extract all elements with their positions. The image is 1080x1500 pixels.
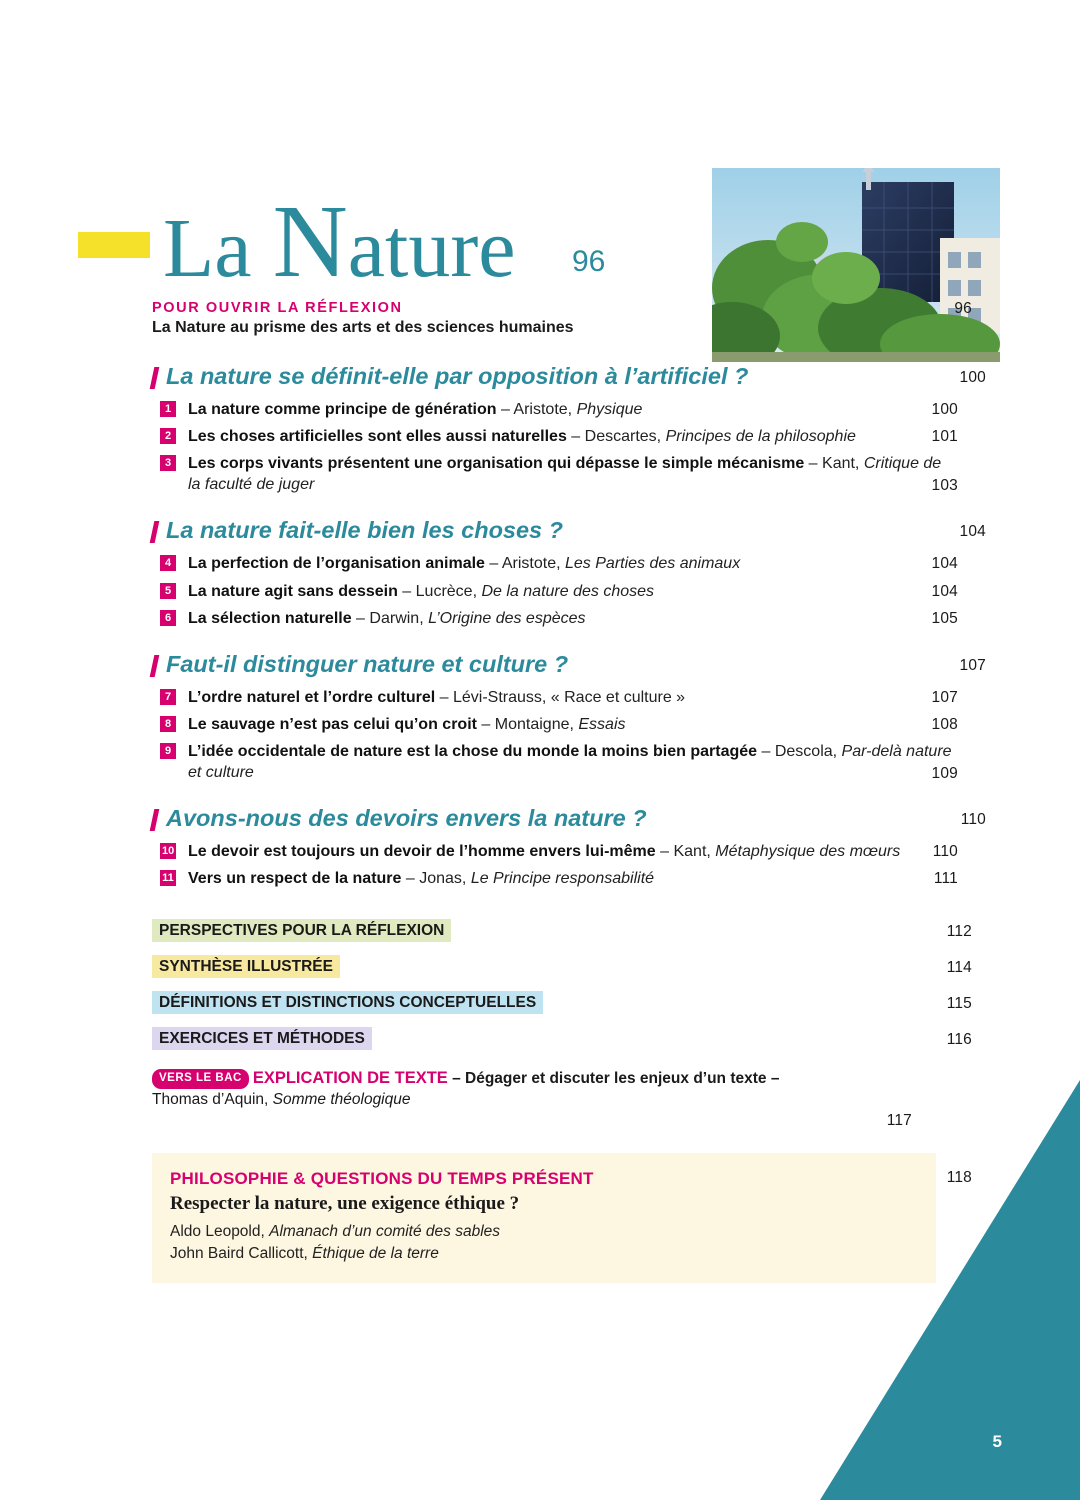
rubric-label: EXERCICES ET MÉTHODES bbox=[152, 1027, 372, 1050]
sections-container bbox=[152, 363, 986, 889]
toc-section bbox=[152, 517, 986, 628]
rubric-label: SYNTHÈSE ILLUSTRÉE bbox=[152, 955, 340, 978]
entry-author: Aristote, bbox=[501, 555, 565, 573]
philosophie-work: Almanach d’un comité des sables bbox=[269, 1223, 501, 1241]
philosophie-lines bbox=[170, 1221, 918, 1264]
toc-entry[interactable] bbox=[152, 453, 958, 495]
philosophie-page: 118 bbox=[946, 1169, 972, 1187]
section-title: La nature se définit-elle par opposition à l’artificiel ? bbox=[166, 363, 749, 389]
entry-page: 108 bbox=[931, 715, 958, 733]
section-heading[interactable] bbox=[152, 651, 986, 678]
entry-page: 104 bbox=[931, 555, 958, 573]
entry-page: 109 bbox=[931, 765, 958, 783]
rubric-label: DÉFINITIONS ET DISTINCTIONS CONCEPTUELLES bbox=[152, 991, 543, 1014]
section-title: Avons-nous des devoirs envers la nature ? bbox=[166, 805, 647, 832]
chapter-title-rest: ature bbox=[347, 202, 516, 295]
rubric-label: PERSPECTIVES POUR LA RÉFLEXION bbox=[152, 919, 451, 942]
philosophie-box[interactable] bbox=[152, 1153, 972, 1282]
entry-author: Descartes, bbox=[584, 428, 666, 446]
entry-work: Physique bbox=[576, 401, 643, 419]
intro-subtitle: La Nature au prisme des arts et des sciences humaines bbox=[152, 319, 574, 336]
entry-page: 105 bbox=[931, 609, 958, 627]
entry-title: L’ordre naturel et l’ordre culturel bbox=[188, 688, 436, 706]
entry-author: Darwin, bbox=[369, 609, 429, 627]
philosophie-author: Aldo Leopold, bbox=[170, 1223, 270, 1241]
toc-section bbox=[152, 805, 986, 889]
entry-work: Les Parties des animaux bbox=[565, 555, 741, 573]
entry-title: L’idée occidentale de nature est la chose du monde la moins bien partagée bbox=[188, 743, 758, 761]
entry-title: Le devoir est toujours un devoir de l’homme envers lui-même bbox=[188, 843, 656, 861]
entry-work: Critique de la faculté de juger bbox=[188, 455, 942, 494]
entry-title: La nature comme principe de génération bbox=[188, 401, 497, 419]
entry-page: 100 bbox=[931, 401, 958, 419]
entry-dash: – bbox=[435, 688, 453, 706]
section-page: 110 bbox=[960, 811, 986, 829]
vers-le-bac-title: EXPLICATION DE TEXTE bbox=[252, 1069, 448, 1088]
entry-number-badge: 11 bbox=[160, 870, 176, 886]
page-title bbox=[163, 184, 516, 299]
entry-number-badge: 1 bbox=[160, 401, 176, 417]
entry-dash: – bbox=[476, 715, 495, 733]
entry-dash: – bbox=[484, 555, 502, 573]
entry-title: Le sauvage n’est pas celui qu’on croit bbox=[188, 715, 477, 733]
intro-label: POUR OUVRIR LA RÉFLEXION bbox=[152, 300, 403, 316]
entry-page: 104 bbox=[931, 582, 958, 600]
chapter-title-capital: N bbox=[272, 184, 348, 299]
section-heading[interactable] bbox=[152, 363, 986, 390]
toc-section bbox=[152, 363, 986, 495]
toc-entry[interactable] bbox=[152, 741, 958, 783]
entry-dash: – bbox=[566, 428, 585, 446]
entry-title: La perfection de l’organisation animale bbox=[188, 555, 485, 573]
entry-dash: – bbox=[655, 843, 674, 861]
toc-entry[interactable] bbox=[152, 399, 958, 420]
entry-work: L’Origine des espèces bbox=[428, 609, 586, 627]
entry-author: Lucrèce, bbox=[415, 582, 482, 600]
entry-title: Les choses artificielles sont elles aussi naturelles bbox=[188, 428, 567, 446]
vers-le-bac-page: 117 bbox=[886, 1112, 912, 1130]
entry-title: Les corps vivants présentent une organisation qui dépasse le simple mécanisme bbox=[188, 455, 805, 473]
entry-page: 101 bbox=[931, 428, 958, 446]
footer-page-number: 5 bbox=[992, 1432, 1002, 1451]
toc-entry[interactable] bbox=[152, 687, 958, 708]
entry-author: Kant, bbox=[673, 843, 716, 861]
section-heading[interactable] bbox=[152, 517, 986, 544]
entry-work: Principes de la philosophie bbox=[665, 428, 856, 446]
entry-number-badge: 6 bbox=[160, 610, 176, 626]
rubric-row[interactable] bbox=[152, 991, 972, 1015]
entry-dash: – bbox=[401, 870, 420, 888]
vers-le-bac-rest: – Dégager et discuter les enjeux d’un texte – bbox=[447, 1070, 780, 1088]
rubric-page: 116 bbox=[946, 1031, 972, 1049]
entry-work: Métaphysique des mœurs bbox=[715, 843, 901, 861]
toc-entry[interactable] bbox=[152, 714, 958, 735]
entry-dash: – bbox=[804, 455, 823, 473]
section-title: La nature fait-elle bien les choses ? bbox=[166, 517, 564, 544]
section-heading[interactable] bbox=[152, 805, 986, 832]
entry-author: Lévi-Strauss, « Race et culture » bbox=[452, 688, 686, 706]
philosophie-reference bbox=[170, 1243, 918, 1265]
entry-page: 110 bbox=[932, 843, 958, 861]
entry-number-badge: 10 bbox=[162, 845, 175, 858]
entry-author: Descola, bbox=[774, 743, 842, 761]
yellow-dash-decoration bbox=[78, 232, 150, 258]
intro-block bbox=[152, 300, 972, 337]
entry-work: Essais bbox=[578, 715, 626, 733]
toc-entry[interactable] bbox=[152, 553, 958, 574]
philosophie-reference bbox=[170, 1221, 918, 1243]
toc-entry[interactable] bbox=[152, 868, 958, 889]
entry-dash: – bbox=[351, 609, 370, 627]
entry-author: Jonas, bbox=[419, 870, 471, 888]
table-of-contents bbox=[152, 300, 986, 1283]
entry-author: Kant, bbox=[822, 455, 864, 473]
entry-title: Vers un respect de la nature bbox=[188, 870, 402, 888]
entry-work: Par-delà nature et culture bbox=[188, 743, 952, 782]
toc-entry[interactable] bbox=[152, 841, 958, 862]
toc-entry[interactable] bbox=[152, 581, 958, 602]
entry-title: La nature agit sans dessein bbox=[188, 582, 398, 600]
toc-section bbox=[152, 650, 986, 783]
philosophie-author: John Baird Callicott, bbox=[170, 1245, 313, 1263]
entry-number-badge: 2 bbox=[160, 428, 176, 444]
entry-dash: – bbox=[496, 401, 514, 419]
vers-le-bac-author: Thomas d’Aquin, bbox=[152, 1091, 273, 1109]
philosophie-subtitle: Respecter la nature, une exigence éthique ? bbox=[170, 1193, 520, 1215]
vers-le-bac-work: Somme théologique bbox=[272, 1091, 411, 1109]
rubric-row[interactable] bbox=[152, 1027, 972, 1051]
section-page: 100 bbox=[959, 369, 986, 386]
rubrics-container bbox=[152, 919, 972, 1051]
toc-entry[interactable] bbox=[152, 426, 958, 447]
section-page: 107 bbox=[959, 656, 986, 674]
entry-number-badge: 3 bbox=[160, 455, 176, 471]
section-title: Faut-il distinguer nature et culture ? bbox=[166, 650, 569, 677]
vers-le-bac-entry[interactable] bbox=[152, 1067, 912, 1130]
entry-number-badge: 7 bbox=[160, 689, 176, 705]
chapter-title-prefix: La bbox=[163, 202, 273, 295]
rubric-row[interactable] bbox=[152, 955, 972, 979]
entry-title: La sélection naturelle bbox=[188, 609, 352, 627]
section-page: 104 bbox=[959, 523, 986, 541]
entry-number-badge: 9 bbox=[160, 743, 176, 759]
entry-dash: – bbox=[757, 743, 775, 761]
chapter-page-number: 96 bbox=[572, 245, 606, 278]
rubric-page: 112 bbox=[946, 923, 972, 941]
intro-page: 96 bbox=[954, 300, 972, 317]
entry-dash: – bbox=[397, 582, 416, 600]
rubric-page: 114 bbox=[946, 959, 972, 977]
vers-le-bac-badge: VERS LE BAC bbox=[152, 1069, 249, 1089]
rubric-row[interactable] bbox=[152, 919, 972, 943]
philosophie-heading: PHILOSOPHIE & QUESTIONS DU TEMPS PRÉSENT bbox=[170, 1169, 594, 1189]
entry-number-badge: 8 bbox=[160, 716, 176, 732]
entry-number-badge: 4 bbox=[160, 555, 176, 571]
entry-page: 111 bbox=[933, 870, 958, 888]
chapter-header bbox=[0, 80, 1080, 300]
philosophie-work: Éthique de la terre bbox=[312, 1245, 439, 1263]
entry-author: Aristote, bbox=[513, 401, 577, 419]
entry-work: Le Principe responsabilité bbox=[470, 870, 655, 888]
toc-entry[interactable] bbox=[152, 608, 958, 629]
entry-page: 103 bbox=[931, 477, 958, 495]
entry-page: 107 bbox=[931, 688, 958, 706]
entry-number-badge: 5 bbox=[160, 583, 176, 599]
entry-work: De la nature des choses bbox=[481, 582, 655, 600]
rubric-page: 115 bbox=[946, 995, 972, 1013]
entry-author: Montaigne, bbox=[494, 715, 579, 733]
